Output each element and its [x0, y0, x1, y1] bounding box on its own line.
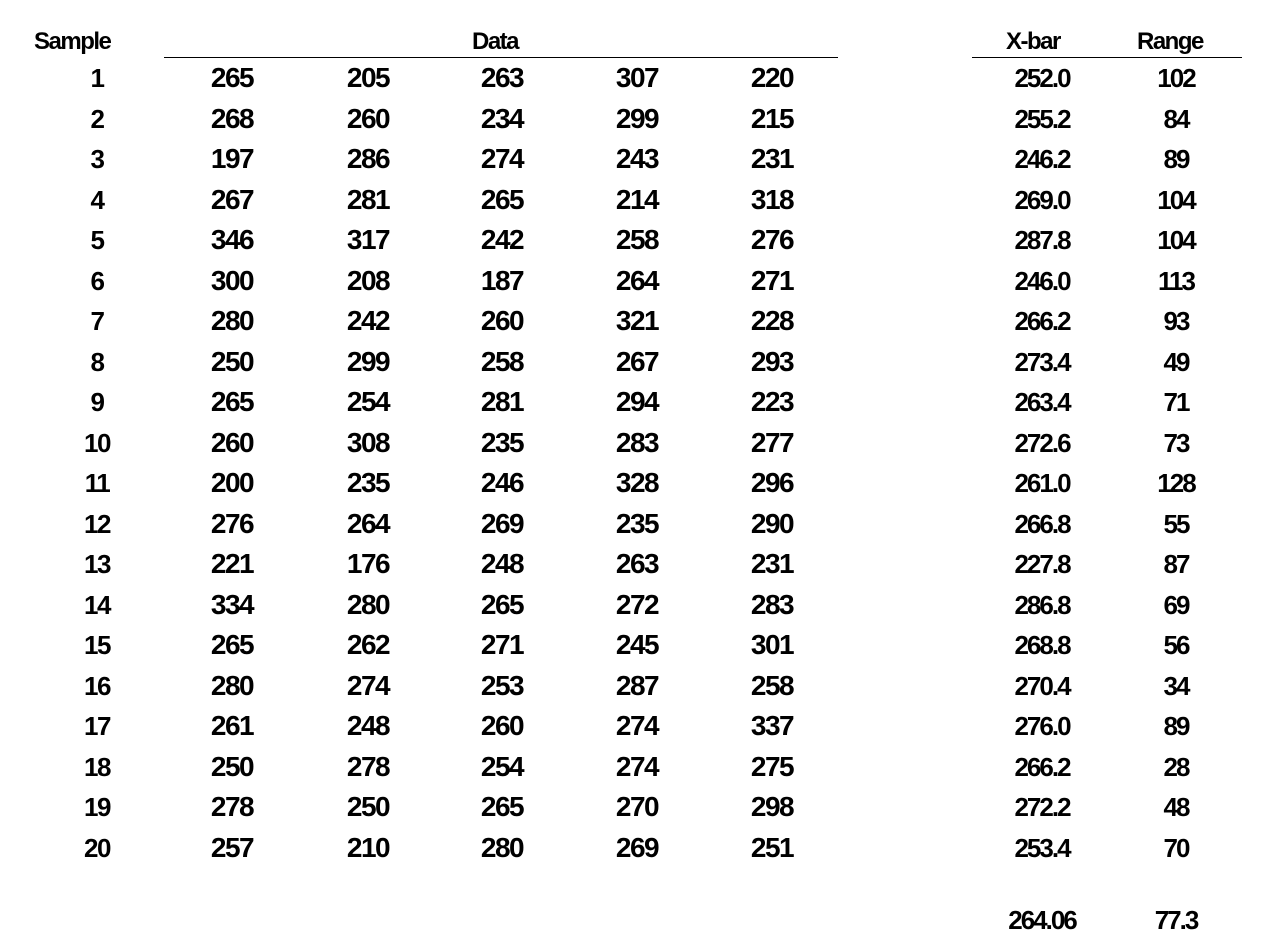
data-value: 264	[615, 264, 659, 296]
data-value: 299	[346, 345, 390, 377]
data-value: 317	[346, 224, 390, 255]
range-value: 84	[1163, 103, 1189, 134]
range-value: 89	[1163, 711, 1189, 741]
data-value: 263	[615, 548, 659, 579]
data-value: 248	[480, 548, 524, 579]
xbar-value: 270.4	[1014, 670, 1070, 701]
data-value: 271	[750, 264, 794, 296]
data-value: 267	[615, 345, 659, 377]
data-value: 274	[615, 750, 659, 782]
sample-number: 12	[84, 508, 110, 539]
data-value: 258	[480, 345, 524, 377]
range-value: 48	[1163, 792, 1189, 822]
data-value: 280	[346, 588, 390, 620]
data-value: 265	[210, 62, 254, 93]
data-value: 296	[750, 467, 794, 498]
xbar-value: 286.8	[1014, 589, 1070, 620]
range-value: 113	[1158, 265, 1194, 296]
range-value: 70	[1163, 832, 1189, 863]
data-value: 265	[480, 791, 524, 822]
data-value: 208	[346, 264, 390, 296]
data-value: 308	[346, 426, 390, 458]
data-value: 261	[210, 710, 254, 741]
data-value: 187	[480, 264, 524, 296]
xbar-value: 287.8	[1014, 225, 1070, 255]
data-value: 269	[615, 831, 659, 863]
data-value: 260	[480, 305, 524, 336]
data-value: 301	[750, 629, 794, 660]
data-value: 272	[615, 588, 659, 620]
data-value: 250	[346, 791, 390, 822]
data-value: 260	[210, 426, 254, 458]
sample-number: 15	[84, 630, 110, 660]
range-value: 49	[1163, 346, 1189, 377]
data-value: 267	[210, 183, 254, 215]
sample-number: 18	[84, 751, 110, 782]
data-value: 334	[210, 588, 254, 620]
range-value: 104	[1157, 184, 1195, 215]
range-value: 104	[1157, 225, 1195, 255]
sample-number: 10	[84, 427, 110, 458]
data-value: 286	[346, 143, 390, 174]
data-value: 234	[480, 102, 524, 134]
data-value: 215	[750, 102, 794, 134]
data-value: 300	[210, 264, 254, 296]
data-value: 276	[750, 224, 794, 255]
header-data: Data	[472, 28, 519, 55]
data-value: 220	[750, 62, 794, 93]
range-value: 34	[1163, 670, 1189, 701]
data-value: 346	[210, 224, 254, 255]
data-value: 197	[210, 143, 254, 174]
data-value: 245	[615, 629, 659, 660]
sample-number: 19	[84, 792, 110, 822]
sample-number: 14	[84, 589, 110, 620]
data-value: 280	[480, 831, 524, 863]
data-value: 248	[346, 710, 390, 741]
range-value: 73	[1163, 427, 1189, 458]
data-value: 283	[750, 588, 794, 620]
sample-number: 20	[84, 832, 110, 863]
data-value: 280	[210, 305, 254, 336]
xbar-value: 263.4	[1014, 387, 1070, 417]
data-value: 274	[480, 143, 524, 174]
data-value: 265	[480, 588, 524, 620]
data-value: 258	[750, 669, 794, 701]
data-value: 328	[615, 467, 659, 498]
data-value: 205	[346, 62, 390, 93]
data-value: 214	[615, 183, 659, 215]
xbar-value: 266.2	[1014, 306, 1070, 336]
data-value: 281	[346, 183, 390, 215]
data-value: 299	[615, 102, 659, 134]
sample-number: 13	[84, 549, 110, 579]
data-value: 265	[480, 183, 524, 215]
xbar-value: 253.4	[1014, 832, 1070, 863]
data-value: 221	[210, 548, 254, 579]
data-value: 280	[210, 669, 254, 701]
data-value: 281	[480, 386, 524, 417]
xbar-value: 272.6	[1014, 427, 1070, 458]
xbar-value: 272.2	[1014, 792, 1070, 822]
data-value: 250	[210, 750, 254, 782]
data-value: 260	[480, 710, 524, 741]
range-value: 55	[1163, 508, 1189, 539]
data-value: 269	[480, 507, 524, 539]
xbar-value: 269.0	[1014, 184, 1070, 215]
xbar-value: 273.4	[1014, 346, 1070, 377]
data-value: 278	[210, 791, 254, 822]
data-value: 258	[615, 224, 659, 255]
data-header-rule	[164, 57, 838, 58]
header-range: Range	[1137, 28, 1203, 55]
data-value: 231	[750, 143, 794, 174]
data-value: 254	[480, 750, 524, 782]
header-sample: Sample	[34, 28, 111, 55]
data-value: 231	[750, 548, 794, 579]
sample-number: 7	[90, 306, 104, 336]
stats-header-rule	[972, 57, 1242, 58]
xbar-value: 227.8	[1014, 549, 1070, 579]
data-value: 243	[615, 143, 659, 174]
data-value: 287	[615, 669, 659, 701]
xbar-value: 276.0	[1014, 711, 1070, 741]
data-value: 242	[480, 224, 524, 255]
sample-number: 5	[90, 225, 104, 255]
data-value: 277	[750, 426, 794, 458]
sample-number: 16	[84, 670, 110, 701]
data-value: 274	[615, 710, 659, 741]
sample-number: 17	[84, 711, 110, 741]
xbar-value: 266.8	[1014, 508, 1070, 539]
data-value: 265	[210, 629, 254, 660]
data-value: 246	[480, 467, 524, 498]
range-value: 56	[1163, 630, 1189, 660]
sample-number: 8	[90, 346, 104, 377]
data-value: 210	[346, 831, 390, 863]
data-value: 235	[615, 507, 659, 539]
data-value: 253	[480, 669, 524, 701]
data-value: 200	[210, 467, 254, 498]
data-value: 275	[750, 750, 794, 782]
range-value: 28	[1163, 751, 1189, 782]
data-value: 294	[615, 386, 659, 417]
data-value: 321	[615, 305, 659, 336]
data-value: 283	[615, 426, 659, 458]
data-value: 223	[750, 386, 794, 417]
sample-number: 6	[90, 265, 104, 296]
total-xbar: 264.06	[1008, 905, 1076, 935]
data-value: 228	[750, 305, 794, 336]
data-value: 260	[346, 102, 390, 134]
sample-number: 11	[84, 468, 110, 498]
sample-number: 3	[90, 144, 104, 174]
sample-number: 4	[90, 184, 104, 215]
sample-number: 9	[90, 387, 104, 417]
data-value: 235	[346, 467, 390, 498]
data-value: 337	[750, 710, 794, 741]
data-value: 276	[210, 507, 254, 539]
data-value: 293	[750, 345, 794, 377]
data-value: 176	[346, 548, 390, 579]
data-value: 290	[750, 507, 794, 539]
xbar-value: 268.8	[1014, 630, 1070, 660]
data-value: 268	[210, 102, 254, 134]
range-value: 87	[1163, 549, 1189, 579]
data-value: 298	[750, 791, 794, 822]
xbar-value: 246.0	[1014, 265, 1070, 296]
data-value: 265	[210, 386, 254, 417]
data-value: 251	[750, 831, 794, 863]
sample-number: 2	[90, 103, 104, 134]
xbar-value: 246.2	[1014, 144, 1070, 174]
data-value: 242	[346, 305, 390, 336]
xbar-value: 261.0	[1014, 468, 1070, 498]
range-value: 93	[1163, 306, 1189, 336]
range-value: 71	[1163, 387, 1189, 417]
data-value: 307	[615, 62, 659, 93]
range-value: 102	[1157, 63, 1195, 93]
data-value: 264	[346, 507, 390, 539]
sample-number: 1	[90, 63, 104, 93]
header-xbar: X-bar	[1006, 28, 1060, 55]
data-value: 262	[346, 629, 390, 660]
data-value: 263	[480, 62, 524, 93]
total-range: 77.3	[1154, 905, 1198, 935]
data-value: 250	[210, 345, 254, 377]
range-value: 128	[1157, 468, 1195, 498]
data-value: 235	[480, 426, 524, 458]
data-value: 257	[210, 831, 254, 863]
data-value: 254	[346, 386, 390, 417]
xbar-value: 252.0	[1014, 63, 1070, 93]
data-value: 278	[346, 750, 390, 782]
xbar-value: 255.2	[1014, 103, 1070, 134]
xbar-value: 266.2	[1014, 751, 1070, 782]
data-value: 318	[750, 183, 794, 215]
data-value: 274	[346, 669, 390, 701]
data-value: 270	[615, 791, 659, 822]
range-value: 69	[1163, 589, 1189, 620]
data-value: 271	[480, 629, 524, 660]
range-value: 89	[1163, 144, 1189, 174]
